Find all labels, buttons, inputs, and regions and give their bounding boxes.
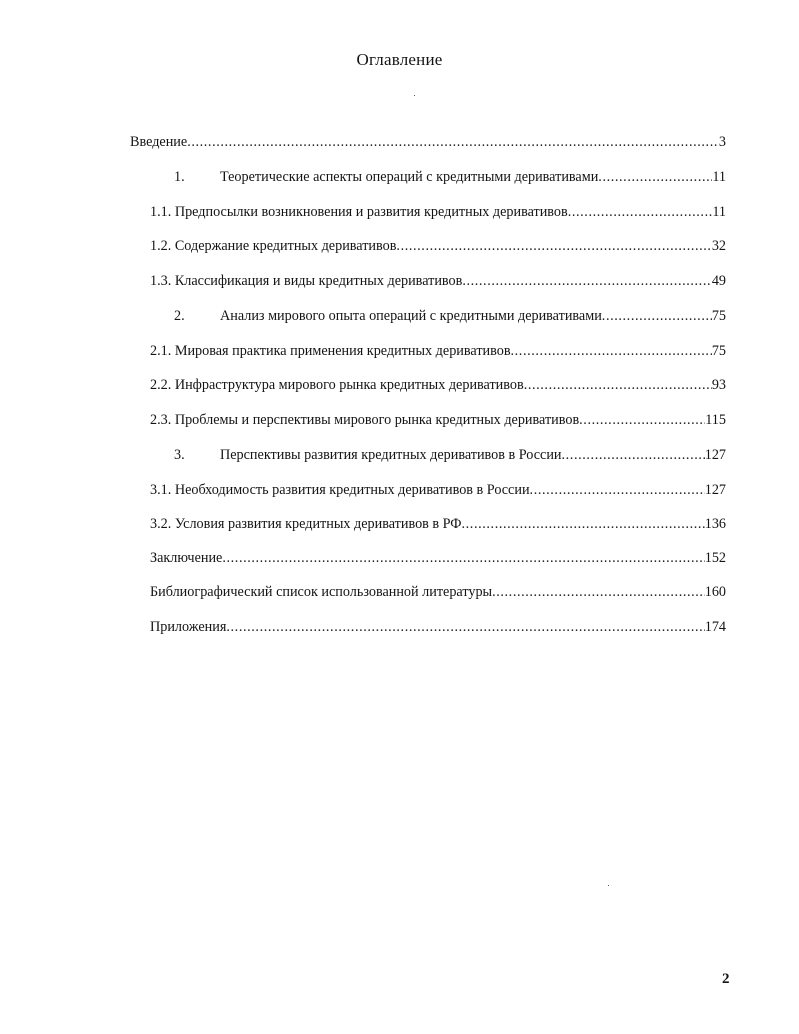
toc-entry-introduction[interactable] — [130, 133, 726, 151]
toc-entry-page: 160 — [704, 584, 726, 600]
page-title: Оглавление — [356, 50, 443, 69]
toc-entry-page: 127 — [704, 482, 726, 498]
toc-entry-text: Приложения — [150, 619, 227, 635]
toc-entry-text: 1.3. Классификация и виды кредитных деривативов — [150, 273, 463, 289]
toc-entry-page: 11 — [712, 204, 726, 220]
toc-entry-page: 115 — [705, 412, 726, 428]
page-number: 2 — [722, 971, 730, 987]
toc-leader-dots — [524, 376, 712, 394]
toc-entry-text: Теоретические аспекты операций с кредитными деривативами — [220, 169, 599, 185]
toc-leader-dots — [562, 446, 705, 464]
toc-entry-page: 136 — [704, 516, 726, 532]
toc-entry-page: 3 — [718, 134, 726, 150]
toc-entry-text: Библиографический список использованной литературы — [150, 584, 493, 600]
toc-entry-section-3-2[interactable] — [150, 515, 726, 533]
toc-entry-bibliography[interactable] — [150, 583, 726, 601]
toc-entry-text: 1.2. Содержание кредитных деривативов — [150, 238, 397, 254]
toc-chapter-number: 1. — [174, 169, 185, 185]
toc-entry-page: 75 — [711, 308, 726, 324]
toc-entry-page: 127 — [704, 447, 726, 463]
scan-speck — [414, 95, 415, 96]
toc-entry-text: 3.1. Необходимость развития кредитных деривативов в России — [150, 482, 530, 498]
toc-entry-text: Заключение — [150, 550, 223, 566]
toc-entry-section-2-2[interactable] — [150, 376, 726, 394]
toc-leader-dots — [492, 583, 705, 601]
toc-entry-section-3-1[interactable] — [150, 481, 726, 499]
toc-entry-text: 2.2. Инфраструктура мирового рынка кредитных деривативов — [150, 377, 524, 393]
toc-entry-page: 49 — [711, 273, 726, 289]
toc-chapter-number: 3. — [174, 447, 185, 463]
toc-leader-dots — [226, 618, 704, 636]
toc-entry-section-1-3[interactable] — [150, 272, 726, 290]
toc-entry-text: Введение — [130, 134, 188, 150]
toc-entry-section-2-3[interactable] — [150, 411, 726, 429]
toc-entry-text: 3.2. Условия развития кредитных деривативов в РФ — [150, 516, 462, 532]
toc-entry-text: 2.3. Проблемы и перспективы мирового рынка кредитных деривативов — [150, 412, 580, 428]
toc-leader-dots — [511, 342, 712, 360]
toc-entry-section-1-2[interactable] — [150, 237, 726, 255]
toc-entry-chapter-3[interactable] — [174, 446, 726, 464]
toc-entry-conclusion[interactable] — [150, 549, 726, 567]
toc-entry-text: 1.1. Предпосылки возникновения и развития кредитных деривативов — [150, 204, 568, 220]
toc-leader-dots — [187, 133, 719, 151]
toc-entry-section-1-1[interactable] — [150, 203, 726, 221]
toc-entry-chapter-1[interactable] — [174, 168, 726, 186]
toc-entry-chapter-2[interactable] — [174, 307, 726, 325]
toc-leader-dots — [602, 307, 712, 325]
toc-entry-page: 174 — [704, 619, 726, 635]
toc-entry-page: 11 — [712, 169, 726, 185]
toc-entry-text: Анализ мирового опыта операций с кредитными деривативами — [220, 308, 602, 324]
toc-entry-appendices[interactable] — [150, 618, 726, 636]
toc-leader-dots — [396, 237, 711, 255]
toc-leader-dots — [568, 203, 713, 221]
toc-entry-page: 152 — [704, 550, 726, 566]
scan-speck — [608, 885, 609, 886]
toc-entry-page: 93 — [711, 377, 726, 393]
toc-leader-dots — [579, 411, 705, 429]
toc-leader-dots — [222, 549, 704, 567]
toc-entry-section-2-1[interactable] — [150, 342, 726, 360]
toc-entry-page: 75 — [711, 343, 726, 359]
toc-entry-text: 2.1. Мировая практика применения кредитных деривативов — [150, 343, 511, 359]
toc-leader-dots — [598, 168, 712, 186]
toc-entry-text: Перспективы развития кредитных деривативов в России — [220, 447, 562, 463]
toc-leader-dots — [462, 272, 712, 290]
toc-chapter-number: 2. — [174, 308, 185, 324]
toc-entry-page: 32 — [711, 238, 726, 254]
toc-leader-dots — [530, 481, 705, 499]
toc-leader-dots — [462, 515, 705, 533]
